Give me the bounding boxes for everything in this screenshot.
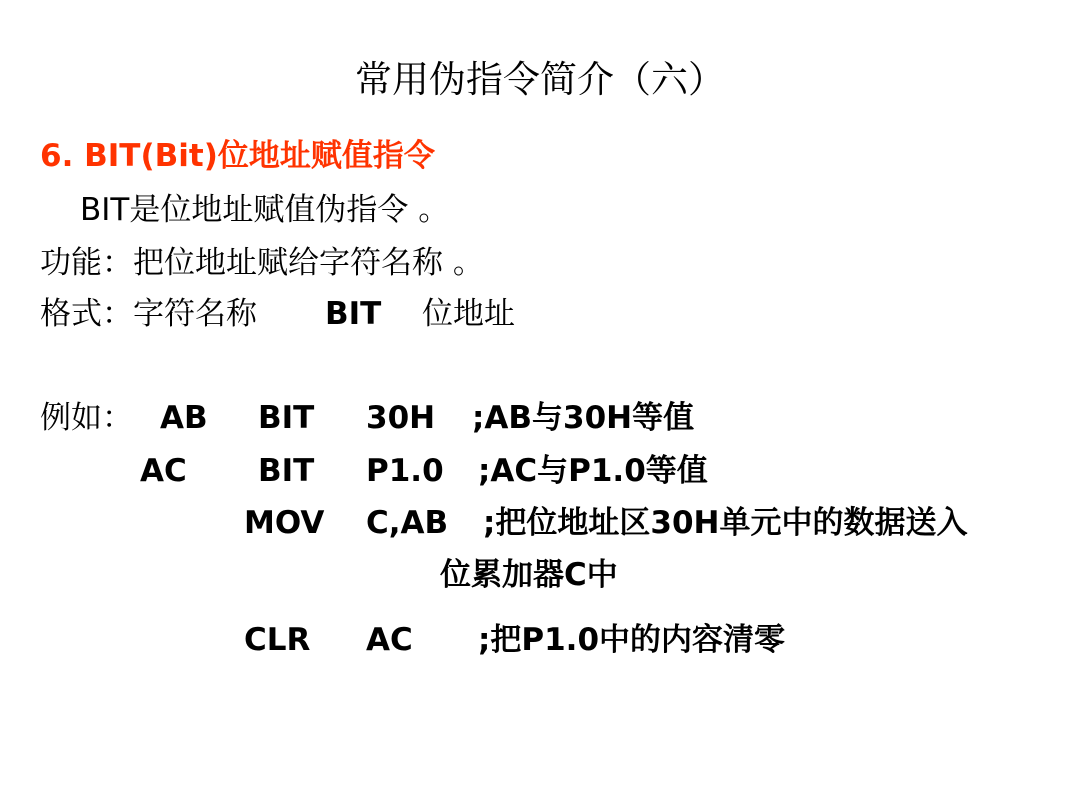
- function-line: 功能：把位地址赋给字符名称 。: [40, 245, 484, 281]
- code-comment-continuation: 位累加器C中: [440, 557, 618, 593]
- format-operand: 位地址: [422, 296, 515, 332]
- code-label: AB: [160, 400, 208, 436]
- slide-title: 常用伪指令简介（六）: [355, 58, 725, 101]
- section-heading: 6. BIT(Bit)位地址赋值指令: [40, 138, 435, 174]
- code-operand: P1.0: [366, 453, 444, 489]
- code-label: AC: [140, 453, 187, 489]
- code-op: MOV: [244, 505, 325, 541]
- description-line: BIT是位地址赋值伪指令 。: [80, 192, 450, 228]
- format-label: 格式：字符名称: [40, 296, 257, 332]
- code-comment: ;AB与30H等值: [472, 400, 695, 436]
- code-operand: AC: [366, 622, 413, 658]
- code-op: CLR: [244, 622, 311, 658]
- code-operand: 30H: [366, 400, 436, 436]
- code-operand: C,AB: [366, 505, 449, 541]
- example-label: 例如：: [40, 400, 133, 436]
- format-keyword: BIT: [325, 296, 382, 332]
- code-op: BIT: [258, 400, 315, 436]
- code-comment: ;AC与P1.0等值: [478, 453, 708, 489]
- code-comment: ;把位地址区30H单元中的数据送入: [483, 505, 968, 541]
- code-op: BIT: [258, 453, 315, 489]
- code-comment: ;把P1.0中的内容清零: [478, 622, 786, 658]
